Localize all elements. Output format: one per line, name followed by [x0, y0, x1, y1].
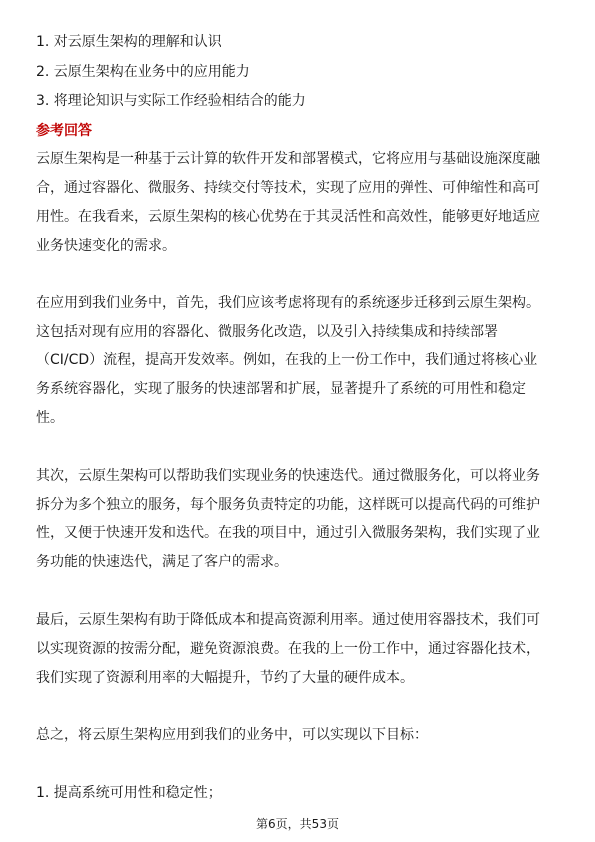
list-item: 3. 将理论知识与实际工作经验相结合的能力 — [36, 93, 306, 109]
reference-heading: 参考回答 — [36, 123, 92, 139]
paragraph-line: 在应用到我们业务中，首先，我们应该考虑将现有的系统逐步迁移到云原生架构。 — [36, 295, 540, 311]
paragraph-line: 我们实现了资源利用率的大幅提升，节约了大量的硬件成本。 — [36, 670, 414, 686]
list-item: 1. 对云原生架构的理解和认识 — [36, 34, 222, 50]
list-item: 2. 云原生架构在业务中的应用能力 — [36, 64, 250, 80]
paragraph-line: 以实现资源的按需分配，避免资源浪费。在我的上一份工作中，通过容器化技术， — [36, 641, 540, 657]
paragraph-line: 务功能的快速迭代，满足了客户的需求。 — [36, 554, 288, 570]
page-number: 第6页，共53页 — [256, 817, 339, 831]
paragraph-line: 1. 提高系统可用性和稳定性； — [36, 785, 222, 801]
paragraph-line: 业务快速变化的需求。 — [36, 238, 176, 254]
paragraph-line: 其次，云原生架构可以帮助我们实现业务的快速迭代。通过微服务化，可以将业务 — [36, 468, 540, 484]
paragraph-line: 最后，云原生架构有助于降低成本和提高资源利用率。通过使用容器技术，我们可 — [36, 612, 540, 628]
paragraph-line: 合，通过容器化、微服务、持续交付等技术，实现了应用的弹性、可伸缩性和高可 — [36, 180, 540, 196]
paragraph-line: （CI/CD）流程，提高开发效率。例如，在我的上一份工作中，我们通过将核心业 — [36, 352, 538, 368]
paragraph-line: 总之，将云原生架构应用到我们的业务中，可以实现以下目标： — [36, 727, 428, 743]
paragraph-line: 用性。在我看来，云原生架构的核心优势在于其灵活性和高效性，能够更好地适应 — [36, 209, 540, 225]
paragraph-line: 云原生架构是一种基于云计算的软件开发和部署模式，它将应用与基础设施深度融 — [36, 151, 540, 167]
paragraph-line: 这包括对现有应用的容器化、微服务化改造，以及引入持续集成和持续部署 — [36, 324, 498, 340]
paragraph-line: 性，又便于快速开发和迭代。在我的项目中，通过引入微服务架构，我们实现了业 — [36, 525, 540, 541]
paragraph-line: 务系统容器化，实现了服务的快速部署和扩展，显著提升了系统的可用性和稳定 — [36, 381, 526, 397]
paragraph-line: 性。 — [36, 410, 64, 426]
paragraph-line: 拆分为多个独立的服务，每个服务负责特定的功能，这样既可以提高代码的可维护 — [36, 497, 540, 513]
